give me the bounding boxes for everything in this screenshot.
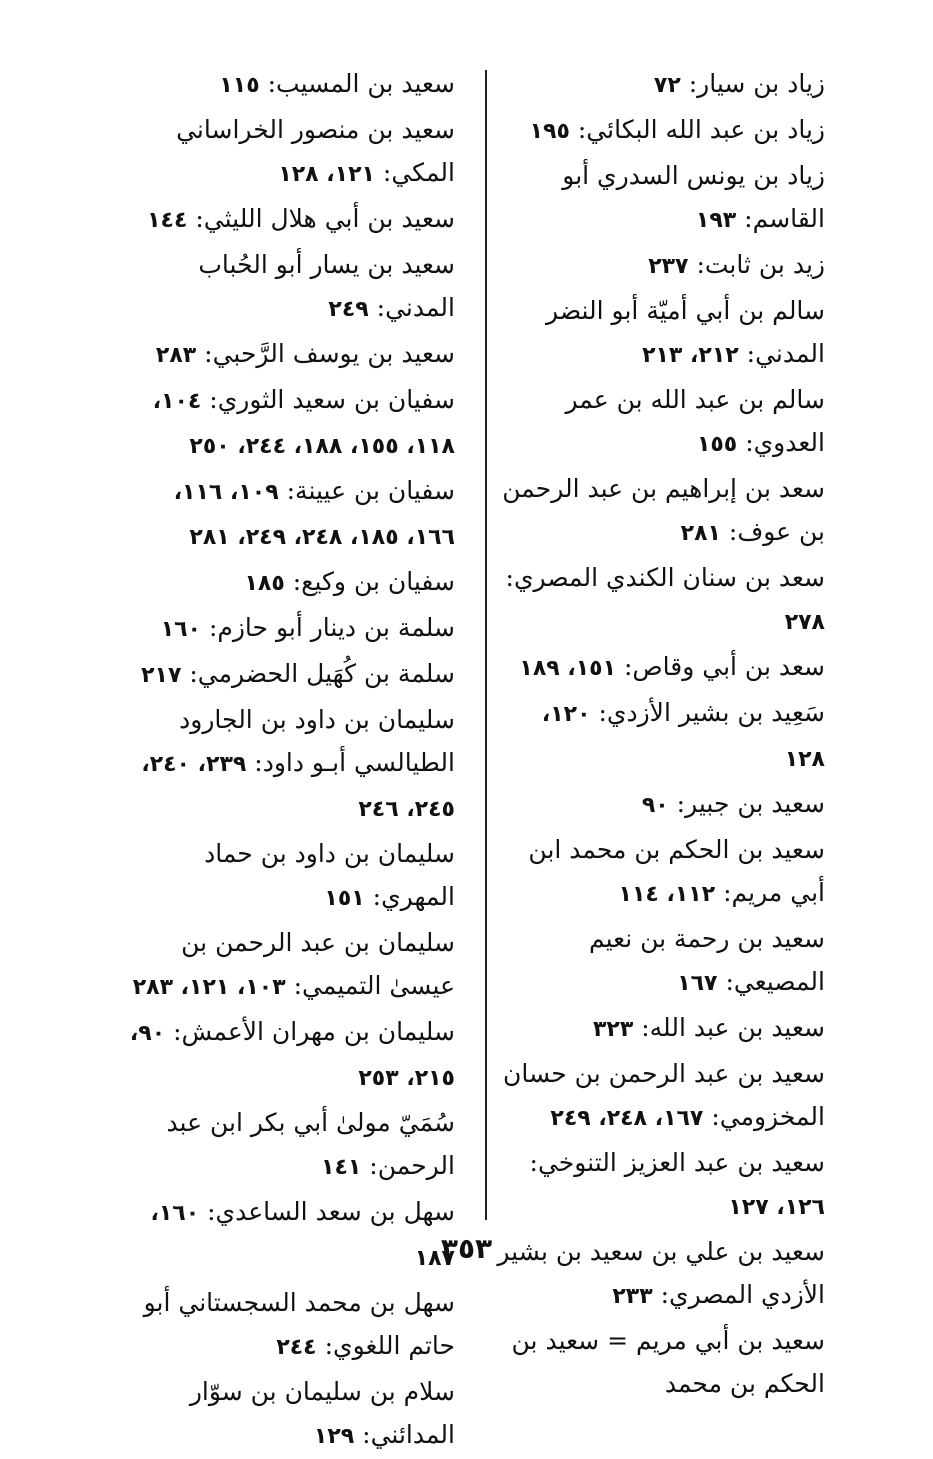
- index-entry: [495, 1141, 825, 1229]
- index-entry: [495, 1006, 825, 1051]
- index-entry: [495, 691, 825, 781]
- index-entry: [495, 108, 825, 153]
- entry-name: سلام بن سليمان بن سوّار المدائني:: [189, 1377, 455, 1449]
- entry-pages: ٣٢٣: [592, 1017, 634, 1042]
- entry-name: سعيد بن أبي هلال الليثي:: [195, 204, 455, 233]
- index-entry: [495, 378, 825, 466]
- entry-name: سعيد بن الحكم بن محمد ابن أبي مريم:: [528, 835, 825, 907]
- entry-name: سفيان بن سعيد الثوري:: [209, 385, 455, 414]
- entry-name: سليمان بن عبد الرحمن بن عيسىٰ التميمي:: [181, 928, 455, 1000]
- entry-pages: ١٥١: [324, 886, 365, 911]
- index-entry: [495, 556, 825, 644]
- entry-name: سعد بن سنان الكندي المصري:: [505, 563, 825, 592]
- page-number: ٣٥٣: [440, 1232, 493, 1265]
- entry-pages: ٢٤٩: [328, 297, 369, 322]
- entry-pages: ١٤١: [321, 1155, 362, 1180]
- entry-name: سليمان بن مهران الأعمش:: [173, 1017, 455, 1046]
- index-entry: [119, 378, 455, 468]
- entry-name: سليمان بن داود بن حماد المهري:: [204, 839, 455, 911]
- index-entry: [119, 698, 455, 831]
- entry-pages: ١٠٤، ١١٨، ١٥٥، ١٨٨، ٢٤٤، ٢٥٠: [152, 389, 455, 459]
- entry-name: سعيد بن منصور الخراساني المكي:: [176, 115, 455, 187]
- entry-name: سعيد بن علي بن سعيد بن بشير الأزدي المصري:: [497, 1237, 825, 1309]
- entry-name: سهل بن محمد السجستاني أبو حاتم اللغوي:: [143, 1288, 455, 1360]
- index-entry: [495, 828, 825, 916]
- entry-pages: ١٦٧، ٢٤٨، ٢٤٩: [550, 1106, 704, 1131]
- entry-pages: ١١٥: [219, 73, 260, 98]
- index-entry: [119, 332, 455, 377]
- entry-name: سعيد بن عبد الرحمن بن حسان المخزومي:: [503, 1059, 825, 1131]
- entry-pages: ١٢٠، ١٢٨: [541, 702, 825, 772]
- index-entry: [119, 197, 455, 242]
- index-entry: [495, 243, 825, 288]
- entry-name: سعيد بن رحمة بن نعيم المصيعي:: [588, 924, 825, 996]
- entry-pages: ١٦٠، ١٨٧: [150, 1201, 455, 1271]
- entry-pages: ١٦٠: [160, 617, 201, 642]
- index-entry: [495, 782, 825, 827]
- entry-name: سعيد بن أبي مريم = سعيد بن الحكم بن محمد: [511, 1326, 825, 1398]
- entry-pages: ٢٣٩، ٢٤٠، ٢٤٥، ٢٤٦: [141, 752, 455, 822]
- entry-pages: ٩٠، ٢١٥، ٢٥٣: [129, 1021, 455, 1091]
- column-divider: [485, 70, 487, 1220]
- entry-pages: ٢١٧: [141, 663, 182, 688]
- entry-pages: ٢٨١: [680, 521, 721, 546]
- index-entry: [119, 560, 455, 605]
- index-entry: [495, 62, 825, 107]
- index-entry: [495, 467, 825, 555]
- entry-name: زياد بن يونس السدري أبو القاسم:: [562, 161, 825, 233]
- entry-name: سعد بن أبي وقاص:: [624, 652, 825, 681]
- entry-pages: ١٩٥: [529, 119, 570, 144]
- index-entry: [495, 645, 825, 690]
- entry-pages: ١٩٣: [695, 208, 737, 233]
- index-entry: [495, 917, 825, 1005]
- entry-pages: ٩٠: [641, 793, 669, 818]
- entry-name: سعيد بن المسيب:: [267, 69, 455, 98]
- entry-name: سعيد بن يسار أبو الحُباب المدني:: [198, 250, 455, 322]
- entry-pages: ١١٢، ١١٤: [618, 882, 716, 907]
- entry-name: زياد بن عبد الله البكائي:: [577, 115, 825, 144]
- entry-name: سعيد بن عبد العزيز التنوخي:: [529, 1148, 825, 1177]
- entry-name: سلمة بن كُهَيل الحضرمي:: [189, 659, 455, 688]
- right-column: [495, 62, 825, 1408]
- index-entry: [495, 1319, 825, 1407]
- index-entry: [119, 606, 455, 651]
- index-entry: [119, 921, 455, 1009]
- index-entry: [119, 1281, 455, 1369]
- entry-pages: ٢٧٨: [784, 610, 825, 635]
- entry-name: سعيد بن جبير:: [676, 789, 825, 818]
- entry-pages: ١٦٧: [677, 971, 718, 996]
- entry-name: سفيان بن عيينة:: [286, 476, 455, 505]
- entry-pages: ١٢١، ١٢٨: [278, 162, 375, 187]
- entry-name: سلمة بن دينار أبو حازم:: [208, 613, 455, 642]
- index-entry: [495, 1052, 825, 1140]
- entry-name: سهل بن سعد الساعدي:: [207, 1197, 455, 1226]
- index-entry: [119, 1010, 455, 1100]
- entry-name: سليمان بن داود بن الجارود الطيالسي أبـو داود:: [179, 705, 455, 777]
- index-entry: [119, 108, 455, 196]
- entry-pages: ١٢٦، ١٢٧: [728, 1195, 825, 1220]
- entry-pages: ١٥٥: [696, 432, 738, 457]
- entry-name: زيد بن ثابت:: [696, 250, 825, 279]
- entry-name: سعد بن إبراهيم بن عبد الرحمن بن عوف:: [502, 474, 825, 546]
- entry-name: سعيد بن يوسف الرَّحبي:: [204, 339, 455, 368]
- index-entry: [119, 469, 455, 559]
- index-entry: [119, 1101, 455, 1189]
- entry-name: سَعِيد بن بشير الأزدي:: [598, 698, 825, 727]
- entry-name: زياد بن سيار:: [688, 69, 825, 98]
- entry-name: سالم بن أبي أميّة أبو النضر المدني:: [546, 296, 825, 368]
- entry-pages: ٢٣٣: [612, 1284, 653, 1309]
- index-entry: [119, 1370, 455, 1458]
- entry-pages: ١٥١، ١٨٩: [519, 656, 617, 681]
- entry-pages: ١٠٩، ١١٦، ١٦٦، ١٨٥، ٢٤٨، ٢٤٩، ٢٨١: [173, 480, 455, 550]
- entry-name: سُمَيّ مولىٰ أبي بكر ابن عبد الرحمن:: [166, 1108, 455, 1180]
- index-entry: [119, 62, 455, 107]
- entry-pages: ١٨٥: [244, 571, 285, 596]
- entry-pages: ٢١٢، ٢١٣: [642, 343, 739, 368]
- entry-name: سالم بن عبد الله بن عمر العدوي:: [565, 385, 825, 457]
- index-entry: [119, 652, 455, 697]
- index-entry: [495, 154, 825, 242]
- entry-pages: ١٢٩: [313, 1424, 355, 1449]
- entry-pages: ٢٤٤: [276, 1335, 317, 1360]
- entry-name: سفيان بن وكيع:: [292, 567, 455, 596]
- entry-pages: ١٤٤: [147, 208, 188, 233]
- entry-pages: ٧٢: [653, 73, 681, 98]
- entry-pages: ٢٣٧: [648, 254, 689, 279]
- entry-pages: ١٠٣، ١٢١، ٢٨٣: [132, 975, 286, 1000]
- index-entry: [119, 243, 455, 331]
- index-entry: [495, 289, 825, 377]
- entry-pages: ٢٨٣: [155, 343, 197, 368]
- entry-name: سعيد بن عبد الله:: [641, 1013, 825, 1042]
- index-entry: [119, 832, 455, 920]
